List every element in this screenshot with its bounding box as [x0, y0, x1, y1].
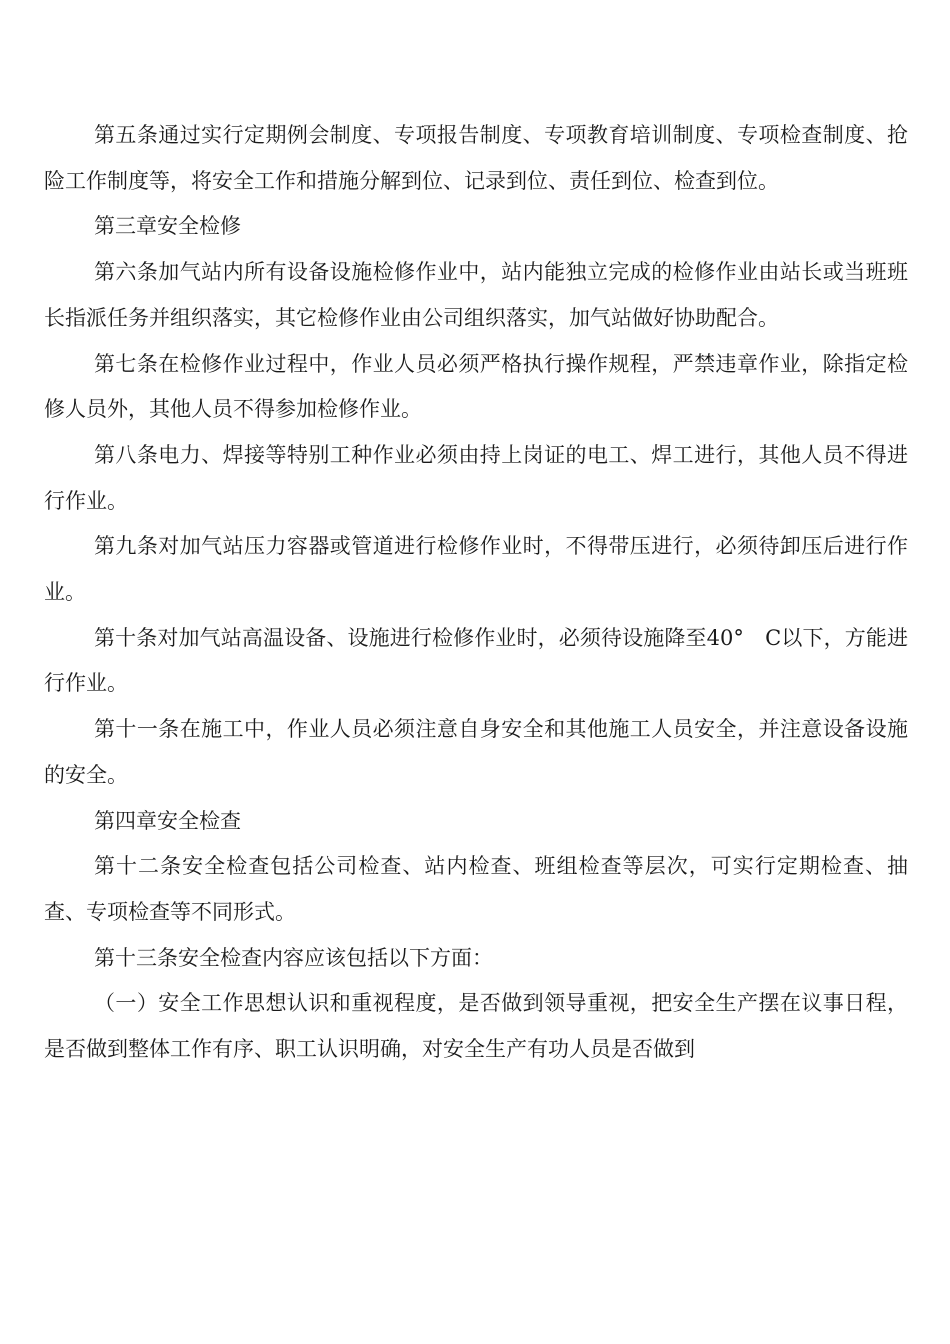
article-9: 第九条对加气站压力容器或管道进行检修作业时，不得带压进行，必须待卸压后进行作业。: [44, 534, 908, 605]
chapter-4-heading: 第四章安全检查: [94, 808, 241, 833]
article-7: 第七条在检修作业过程中，作业人员必须严格执行操作规程，严禁违章作业，除指定检修人员外，其他人员不得参加检修作业。: [44, 351, 908, 422]
article-11: 第十一条在施工中，作业人员必须注意自身安全和其他施工人员安全，并注意设备设施的安全。: [44, 717, 908, 787]
article-13: 第十三条安全检查内容应该包括以下方面：: [94, 945, 493, 970]
article-12: 第十二条安全检查包括公司检查、站内检查、班组检查等层次，可实行定期检查、抽查、专项检查等不同形式。: [44, 854, 908, 924]
chapter-3-heading: 第三章安全检修: [94, 214, 241, 239]
article-13-item-1: （一）安全工作思想认识和重视程度，是否做到领导重视，把安全生产摆在议事日程，是否做到整体工作有序、职工认识明确，对安全生产有功人员是否做到: [44, 991, 908, 1062]
article-10: 第十条对加气站高温设备、设施进行检修作业时，必须待设施降至40° C以下，方能进行作业。: [44, 625, 908, 696]
article-5: 第五条通过实行定期例会制度、专项报告制度、专项教育培训制度、专项检查制度、抢险工作制度等，将安全工作和措施分解到位、记录到位、责任到位、检查到位。: [44, 123, 908, 193]
article-6: 第六条加气站内所有设备设施检修作业中，站内能独立完成的检修作业由站长或当班班长指派任务并组织落实，其它检修作业由公司组织落实，加气站做好协助配合。: [44, 260, 908, 330]
article-8: 第八条电力、焊接等特别工种作业必须由持上岗证的电工、焊工进行，其他人员不得进行作业。: [44, 442, 908, 513]
document-body: [44, 113, 908, 1073]
